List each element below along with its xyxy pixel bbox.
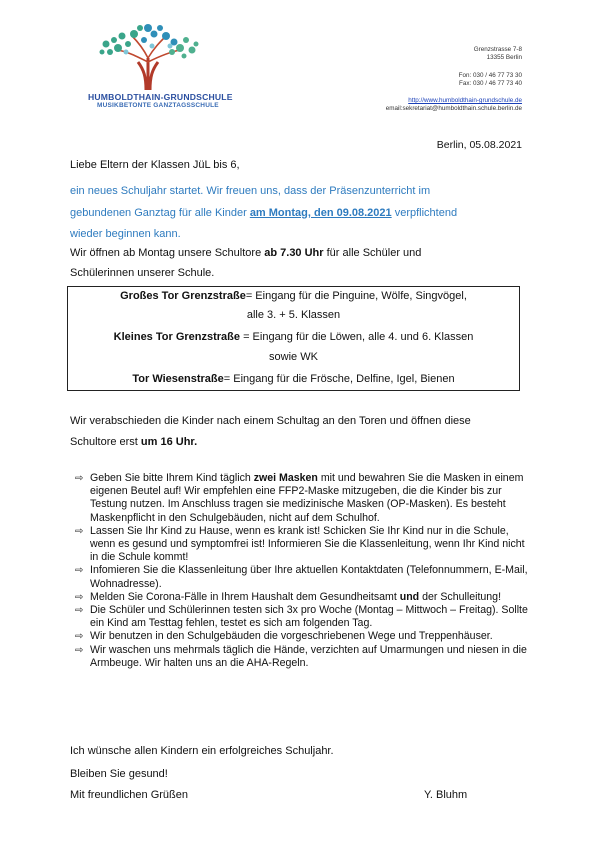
intro-line-2-end: verpflichtend <box>391 207 458 219</box>
opening-text: Wir öffnen ab Montag unsere Schultore <box>70 247 265 259</box>
address-street: Grenzstrasse 7-8 <box>473 46 522 53</box>
rule-4-bold: und <box>399 590 420 603</box>
gate-1-classes: alle 3. + 5. Klassen <box>246 309 341 321</box>
signature: Y. Bluhm <box>424 789 468 801</box>
gate-1 <box>68 290 519 302</box>
opening-text-end: für alle Schüler und <box>323 247 422 259</box>
list-item <box>75 591 535 604</box>
closing-regards: Mit freundlichen Grüßen <box>70 789 188 801</box>
arrow-right-icon: ⇨ <box>75 565 84 577</box>
gate-2-classes: sowie WK <box>269 351 318 363</box>
rule-1-bold: zwei Masken <box>253 472 318 484</box>
list-item <box>75 644 535 670</box>
gate-3 <box>68 373 519 385</box>
school-logo <box>88 22 213 97</box>
rule-6-text: Wir benutzen in den Schulgebäuden die vorgeschriebenen Wege und Treppenhäuser. <box>90 630 493 643</box>
address-city: 13355 Berlin <box>486 54 522 61</box>
closing-stay-healthy: Bleiben Sie gesund! <box>70 768 168 780</box>
arrow-right-icon: ⇨ <box>75 631 84 643</box>
intro-line-2-start: gebundenen Ganztag für alle Kinder <box>70 207 250 219</box>
farewell-text: Schultore erst <box>70 436 141 448</box>
address-web[interactable] <box>408 97 522 105</box>
gate-2-name: Kleines Tor Grenzstraße <box>113 331 241 343</box>
web-link[interactable]: http://www.humboldthain-grundschule.de <box>408 97 522 104</box>
address-fax: Fax: 030 / 46 77 73 40 <box>458 80 522 87</box>
gate-1-name: Großes Tor Grenzstraße <box>120 290 246 302</box>
closing-time: um 16 Uhr. <box>140 436 198 448</box>
list-item <box>75 630 535 643</box>
gate-3-desc: = Eingang für die Frösche, Delfine, Igel, Bienen <box>223 373 455 385</box>
rules-list <box>75 472 535 670</box>
address-phone: Fon: 030 / 46 77 73 30 <box>458 72 522 79</box>
arrow-right-icon: ⇨ <box>75 605 84 617</box>
rule-1-text: Geben Sie bitte Ihrem Kind täglich <box>90 472 254 484</box>
rule-4-text-end: der Schulleitung! <box>419 590 502 603</box>
letter-date: Berlin, 05.08.2021 <box>436 139 522 151</box>
rule-7-text: Wir waschen uns mehrmals täglich die Hände, verzichten auf Umarmungen und niesen in die Armbeuge. Wir halten uns an die AHA-Regeln. <box>90 643 527 669</box>
list-item <box>75 604 535 630</box>
tree-logo-icon <box>88 22 213 92</box>
school-name: HUMBOLDTHAIN-GRUNDSCHULE <box>88 92 233 102</box>
gate-1-desc: = Eingang für die Pinguine, Wölfe, Singvögel, <box>245 290 467 302</box>
list-item <box>75 525 535 565</box>
gates-box <box>67 286 520 391</box>
rule-1-text-end: mit und bewahren Sie die Masken in einem eigenen Beutel auf! Wir empfehlen eine FFP2-Maske mitzugeben, die die Kinder bis zur Testung nutzen. Im Anschluss tragen sie medizinische Masken (OP-Masken). Es besteht Maskenpflicht in den Schulgebäuden, nicht auf dem Schulhof. <box>90 472 524 524</box>
address-email: email:sekretariat@humboldthain.schule.berlin.de <box>385 105 522 112</box>
opening-time: ab 7.30 Uhr <box>264 247 324 259</box>
rule-2-text: Lassen Sie Ihr Kind zu Hause, wenn es krank ist! Schicken Sie Ihr Kind nur in die Schule, wenn es gesund und symptomfrei ist! Informieren Sie die Klassenleitung, wenn Ihr Kind nicht in die Schule kommt! <box>90 524 525 564</box>
rule-4-text: Melden Sie Corona-Fälle in Ihrem Haushalt dem Gesundheitsamt <box>90 590 400 603</box>
list-item <box>75 472 535 525</box>
gate-2-desc: = Eingang für die Löwen, alle 4. und 6. Klassen <box>240 331 474 343</box>
arrow-right-icon: ⇨ <box>75 525 84 537</box>
intro-line-1: ein neues Schuljahr startet. Wir freuen uns, dass der Präsenzunterricht im <box>70 185 431 197</box>
closing-wish: Ich wünsche allen Kindern ein erfolgreiches Schuljahr. <box>70 745 334 757</box>
start-date-link[interactable]: am Montag, den 09.08.2021 <box>249 207 392 219</box>
intro-line-2 <box>70 203 457 223</box>
rule-5-text: Die Schüler und Schülerinnen testen sich 3x pro Woche (Montag – Mittwoch – Freitag). Sollte ein Kind am Testtag fehlen, testet es sich am folgenden Tag. <box>90 604 528 630</box>
farewell-line-1: Wir verabschieden die Kinder nach einem Schultag an den Toren und öffnen diese <box>70 415 471 427</box>
farewell-line-2 <box>70 432 197 452</box>
rule-3-text: Infomieren Sie die Klassenleitung über Ihre aktuellen Kontaktdaten (Telefonnummern, E-Mail, Wohnadresse). <box>90 564 528 590</box>
arrow-right-icon: ⇨ <box>75 644 84 656</box>
list-item <box>75 564 535 590</box>
arrow-right-icon: ⇨ <box>75 473 84 484</box>
intro-line-3: wieder beginnen kann. <box>70 228 181 240</box>
greeting: Liebe Eltern der Klassen JüL bis 6, <box>70 159 240 171</box>
arrow-right-icon: ⇨ <box>75 591 84 603</box>
school-subtitle: MUSIKBETONTE GANZTAGSSCHULE <box>97 102 219 109</box>
opening-line-2: Schülerinnen unserer Schule. <box>70 267 215 279</box>
gate-3-name: Tor Wiesenstraße <box>132 373 224 385</box>
opening-line-1 <box>70 243 421 263</box>
gate-2 <box>68 331 519 343</box>
